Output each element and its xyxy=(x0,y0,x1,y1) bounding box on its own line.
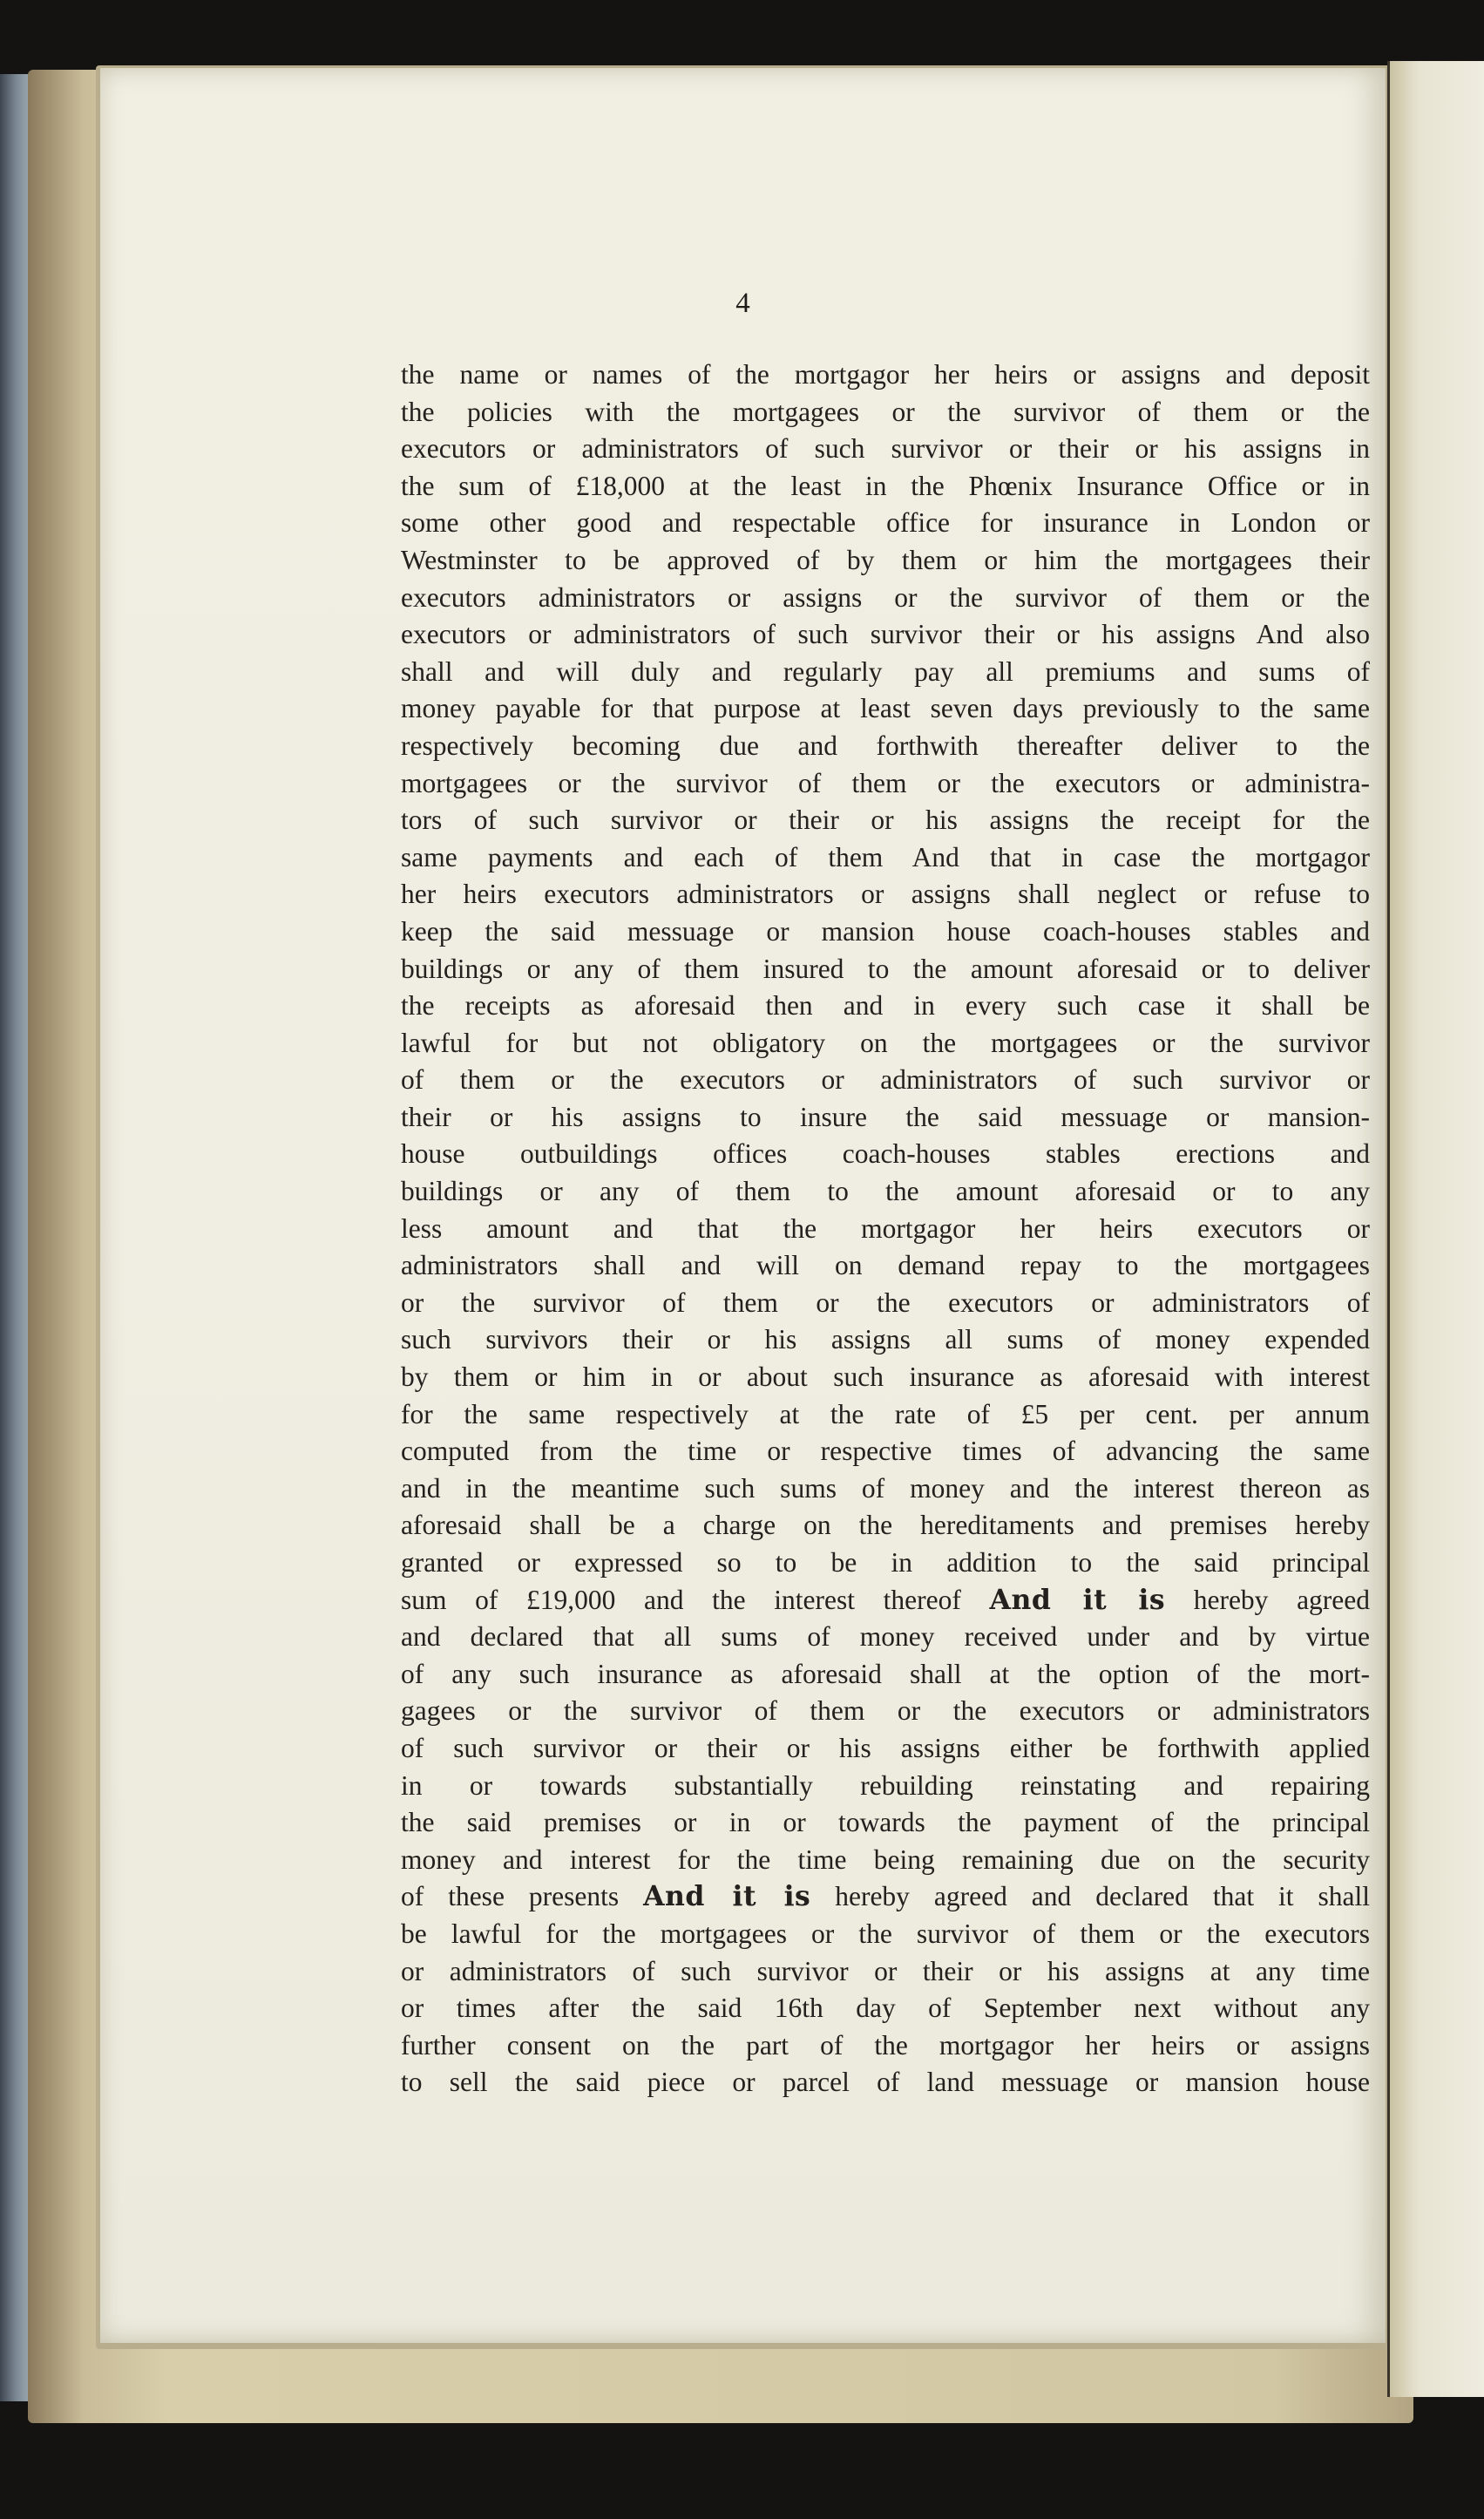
text-line: some other good and respectable office for insurance in London or xyxy=(401,507,1370,539)
text-line: house outbuildings offices coach-houses stables erections and xyxy=(401,1138,1370,1170)
text-line: tors of such survivor or their or his assigns the receipt for the xyxy=(401,805,1370,836)
text-fragment: of these presents xyxy=(401,1881,620,1912)
text-fragment: hereby agreed and declared that it shall xyxy=(835,1881,1370,1912)
text-line: less amount and that the mortgagor her heirs executors or xyxy=(401,1212,1370,1244)
text-line: and declared that all sums of money received under and by virtue xyxy=(401,1621,1370,1653)
text-line: their or his assigns to insure the said messuage or mansion- xyxy=(401,1101,1370,1132)
text-line: or administrators of such survivor or their or his assigns at any time xyxy=(401,1955,1370,1986)
text-line: same payments and each of them And that in case the mortgagor xyxy=(401,841,1370,872)
text-line: for the same respectively at the rate of £5 per cent. per annum xyxy=(401,1398,1370,1429)
text-line: of them or the executors or administrators of such survivor or xyxy=(401,1064,1370,1096)
text-line: administrators shall and will on demand repay to the mortgagees xyxy=(401,1250,1370,1281)
text-line: or times after the said 16th day of September next without any xyxy=(401,1993,1370,2024)
text-line: such survivors their or his assigns all sums of money expended xyxy=(401,1324,1370,1355)
text-line: in or towards substantially rebuilding reinstating and repairing xyxy=(401,1769,1370,1801)
next-page-edge xyxy=(1387,61,1484,2397)
text-line: and in the meantime such sums of money and the interest thereon as xyxy=(401,1472,1370,1504)
text-line: keep the said messuage or mansion house coach-houses stables and xyxy=(401,915,1370,947)
text-line: respectively becoming due and forthwith thereafter deliver to the xyxy=(401,730,1370,761)
text-line: buildings or any of them to the amount aforesaid or to any xyxy=(401,1176,1370,1207)
page-number: 4 xyxy=(735,288,750,319)
text-line: further consent on the part of the mortgagor her heirs or assigns xyxy=(401,2029,1370,2061)
blackletter-emphasis: And it is xyxy=(643,1880,811,1913)
text-line: of any such insurance as aforesaid shall at the option of the mort- xyxy=(401,1658,1370,1689)
text-line: or the survivor of them or the executors or administrators of xyxy=(401,1287,1370,1318)
text-line: executors administrators or assigns or the survivor of them or the xyxy=(401,581,1370,613)
text-line: money and interest for the time being remaining due on the security xyxy=(401,1843,1370,1875)
text-line: shall and will duly and regularly pay all premiums and sums of xyxy=(401,655,1370,687)
text-line: be lawful for the mortgagees or the survivor of them or the executors xyxy=(401,1918,1370,1949)
text-line: buildings or any of them insured to the amount aforesaid or to deliver xyxy=(401,953,1370,984)
text-line: aforesaid shall be a charge on the hereditaments and premises hereby xyxy=(401,1510,1370,1541)
document-page xyxy=(100,68,1386,2343)
text-line: money payable for that purpose at least seven days previously to the same xyxy=(401,693,1370,724)
text-line: executors or administrators of such survivor their or his assigns And also xyxy=(401,619,1370,650)
text-line: by them or him in or about such insurance as aforesaid with interest xyxy=(401,1361,1370,1393)
text-line: of such survivor or their or his assigns either be forthwith applied xyxy=(401,1732,1370,1763)
text-line: to sell the said piece or parcel of land messuage or mansion house xyxy=(401,2067,1370,2098)
text-line: lawful for but not obligatory on the mortgagees or the survivor xyxy=(401,1027,1370,1058)
text-line: the said premises or in or towards the payment of the principal xyxy=(401,1807,1370,1838)
text-fragment: sum of £19,000 and the interest thereof xyxy=(401,1584,961,1615)
text-line: computed from the time or respective times of advancing the same xyxy=(401,1436,1370,1467)
text-line: her heirs executors administrators or assigns shall neglect or refuse to xyxy=(401,879,1370,910)
text-line-with-emphasis xyxy=(401,1878,1370,1916)
blackletter-emphasis: And it is xyxy=(989,1583,1166,1616)
text-line: mortgagees or the survivor of them or the executors or administra- xyxy=(401,767,1370,798)
text-line: executors or administrators of such survivor or their or his assigns in xyxy=(401,433,1370,465)
text-line: the sum of £18,000 at the least in the Phœnix Insurance Office or in xyxy=(401,470,1370,501)
text-line-with-emphasis xyxy=(401,1582,1370,1619)
text-line: the receipts as aforesaid then and in every such case it shall be xyxy=(401,990,1370,1022)
text-line: the name or names of the mortgagor her heirs or assigns and deposit xyxy=(401,359,1370,390)
text-line: the policies with the mortgagees or the survivor of them or the xyxy=(401,396,1370,427)
text-fragment: hereby agreed xyxy=(1193,1584,1370,1615)
text-line: gagees or the survivor of them or the executors or administrators xyxy=(401,1695,1370,1727)
body-text xyxy=(401,356,1370,2101)
text-line: granted or expressed so to be in addition to the said principal xyxy=(401,1547,1370,1578)
text-line: Westminster to be approved of by them or him the mortgagees their xyxy=(401,544,1370,575)
